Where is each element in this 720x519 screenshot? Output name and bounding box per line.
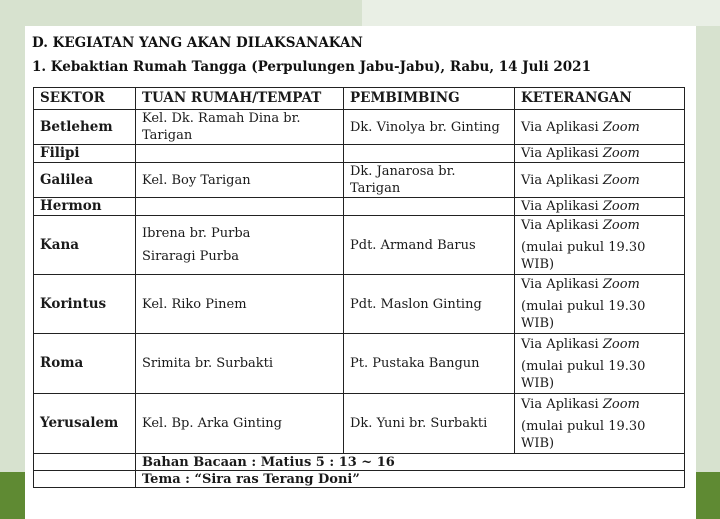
tuan-rumah-cell: Kel. Riko Pinem: [136, 275, 344, 334]
zoom-text: Zoom: [602, 277, 640, 292]
header-sektor: SEKTOR: [34, 88, 136, 110]
time-note: (mulai pukul 19.30 WIB): [521, 240, 646, 272]
subsection-title: 1. Kebaktian Rumah Tangga (Perpulungen Jabu-Jabu), Rabu, 14 Juli 2021: [32, 59, 591, 75]
tema: Tema : “Sira ras Terang Doni”: [136, 471, 685, 488]
table-row: [34, 198, 685, 216]
header-tuan-rumah: TUAN RUMAH/TEMPAT: [136, 88, 344, 110]
pembimbing-cell: Pt. Pustaka Bangun: [344, 334, 515, 394]
sektor-cell: Yerusalem: [34, 394, 136, 454]
keterangan-cell: [515, 275, 685, 334]
keterangan-cell: [515, 216, 685, 275]
zoom-text: Zoom: [602, 172, 640, 188]
table-row: [34, 145, 685, 163]
green-band-left: [0, 472, 28, 519]
tuan-rumah-cell: Kel. Bp. Arka Ginting: [136, 394, 344, 454]
zoom-text: Zoom: [602, 119, 640, 135]
pembimbing-cell: Dk. Yuni br. Surbakti: [344, 394, 515, 454]
time-note: (mulai pukul 19.30 WIB): [521, 418, 646, 451]
green-band-right: [696, 472, 720, 519]
via-text: Via Aplikasi: [521, 396, 603, 412]
tuan-rumah-cell: Srimita br. Surbakti: [136, 334, 344, 394]
pembimbing-cell: Dk. Vinolya br. Ginting: [344, 110, 515, 145]
sektor-cell: Filipi: [34, 145, 136, 163]
tema-row: [34, 471, 685, 488]
keterangan-cell: [515, 198, 685, 216]
sektor-cell: Kana: [34, 216, 136, 275]
background-accent: [362, 0, 720, 26]
via-text: Via Aplikasi: [521, 218, 603, 233]
table-row: [34, 275, 685, 334]
time-note: (mulai pukul 19.30 WIB): [521, 299, 646, 331]
pembimbing-cell: Pdt. Maslon Ginting: [344, 275, 515, 334]
table-header-row: [34, 88, 685, 110]
via-text: Via Aplikasi: [521, 172, 603, 188]
keterangan-cell: [515, 163, 685, 198]
table-row: [34, 163, 685, 198]
bahan-bacaan-row: [34, 454, 685, 471]
keterangan-cell: [515, 334, 685, 394]
zoom-text: Zoom: [602, 336, 640, 352]
zoom-text: Zoom: [602, 199, 640, 214]
via-text: Via Aplikasi: [521, 146, 603, 161]
zoom-text: Zoom: [602, 396, 640, 412]
keterangan-cell: [515, 145, 685, 163]
tuan-rumah-cell: [136, 216, 344, 275]
tuan-rumah-line: Ibrena br. Purba: [142, 226, 251, 241]
table-row: [34, 216, 685, 275]
pembimbing-cell: Dk. Janarosa br. Tarigan: [344, 163, 515, 198]
table-row: [34, 334, 685, 394]
pembimbing-cell: Pdt. Armand Barus: [344, 216, 515, 275]
sektor-cell: Hermon: [34, 198, 136, 216]
sektor-cell: Korintus: [34, 275, 136, 334]
via-text: Via Aplikasi: [521, 336, 603, 352]
header-pembimbing: PEMBIMBING: [344, 88, 515, 110]
via-text: Via Aplikasi: [521, 119, 603, 135]
document-page: [25, 26, 696, 519]
pembimbing-cell: [344, 145, 515, 163]
tuan-rumah-cell: [136, 198, 344, 216]
empty-cell: [34, 454, 136, 471]
tuan-rumah-cell: Kel. Boy Tarigan: [136, 163, 344, 198]
tuan-rumah-cell: Kel. Dk. Ramah Dina br. Tarigan: [136, 110, 344, 145]
table-row: [34, 110, 685, 145]
sektor-cell: Roma: [34, 334, 136, 394]
tuan-rumah-line: Siraragi Purba: [142, 249, 240, 264]
empty-cell: [34, 471, 136, 488]
zoom-text: Zoom: [602, 218, 640, 233]
table-row: [34, 394, 685, 454]
header-keterangan: KETERANGAN: [515, 88, 685, 110]
zoom-text: Zoom: [602, 146, 640, 161]
keterangan-cell: [515, 394, 685, 454]
section-title: D. KEGIATAN YANG AKAN DILAKSANAKAN: [32, 35, 363, 51]
pembimbing-cell: [344, 198, 515, 216]
schedule-table: [33, 87, 685, 488]
tuan-rumah-cell: [136, 145, 344, 163]
bahan-bacaan: Bahan Bacaan : Matius 5 : 13 ~ 16: [136, 454, 685, 471]
time-note: (mulai pukul 19.30 WIB): [521, 358, 646, 391]
sektor-cell: Betlehem: [34, 110, 136, 145]
keterangan-cell: [515, 110, 685, 145]
via-text: Via Aplikasi: [521, 277, 603, 292]
sektor-cell: Galilea: [34, 163, 136, 198]
via-text: Via Aplikasi: [521, 199, 603, 214]
